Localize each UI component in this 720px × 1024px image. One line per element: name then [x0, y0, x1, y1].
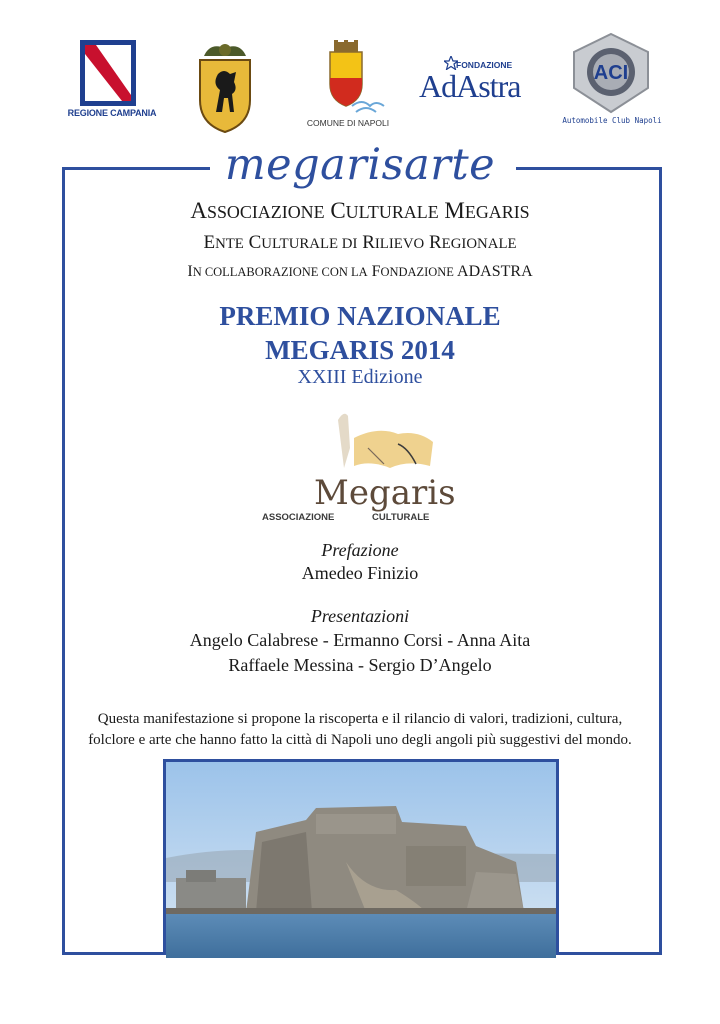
presentazioni-line-2: Raffaele Messina - Sergio D’Angelo: [228, 655, 492, 675]
aci-logo: [556, 32, 666, 132]
frame-bottom-right-line: [556, 952, 662, 955]
comune-napoli-emblem: [300, 40, 396, 120]
aci-emblem: [556, 32, 666, 116]
header-title: megarisarte: [224, 140, 496, 190]
megaris-logo-left: ASSOCIAZIONE: [262, 512, 335, 523]
megaris-logo-name: Megaris: [314, 473, 456, 513]
description-line-1: Questa manifestazione si propone la riscoperta e il rilancio di valori, tradizioni, cultura,: [97, 711, 623, 727]
presentazioni-label: Presentazioni: [310, 606, 410, 626]
description-line-2: folclore e arte che hanno fatto la città di Napoli uno degli angoli più suggestivi del mondo.: [88, 732, 632, 748]
fondazione-adastra-logo: [416, 56, 546, 108]
provincia-napoli-crest: [190, 38, 260, 134]
megaris-logo-right: CULTURALE: [372, 512, 430, 523]
prefazione-label: Prefazione: [321, 540, 399, 560]
regione-campania-logo: [66, 40, 158, 125]
premio-title: PREMIO NAZIONALE: [219, 301, 501, 331]
megaris-associazione-logo: [258, 408, 458, 528]
adastra-name: AdAstra: [419, 68, 521, 104]
aci-mark: ACI: [593, 62, 629, 84]
presentazioni-line-1: Angelo Calabrese - Ermanno Corsi - Anna Aita: [189, 630, 531, 650]
premio-edition: XXIII Edizione: [297, 366, 423, 388]
frame-left-line: [62, 167, 65, 955]
org-line-1: ASSOCIAZIONE CULTURALE MEGARIS: [190, 198, 530, 223]
photo-frame-right: [556, 759, 559, 955]
regione-campania-emblem: [80, 40, 136, 106]
org-line-3: IN COLLABORAZIONE CON LA FONDAZIONE ADASTRA: [187, 263, 533, 280]
castel-dell-ovo-photo: [166, 762, 556, 958]
org-line-2: ENTE CULTURALE DI RILIEVO REGIONALE: [203, 232, 517, 253]
comune-napoli-label: COMUNE DI NAPOLI: [306, 118, 390, 128]
description: [0, 709, 720, 751]
prefazione-name: Amedeo Finizio: [301, 563, 419, 583]
frame-bottom-left-line: [62, 952, 166, 955]
adastra-fondazione-label: FONDAZIONE: [456, 60, 513, 70]
aci-label: Automobile Club Napoli: [562, 116, 662, 125]
regione-campania-label: REGIONE CAMPANIA: [67, 108, 157, 118]
comune-napoli-logo: [300, 40, 396, 132]
premio-year: MEGARIS 2014: [265, 335, 455, 365]
frame-right-line: [659, 167, 662, 955]
